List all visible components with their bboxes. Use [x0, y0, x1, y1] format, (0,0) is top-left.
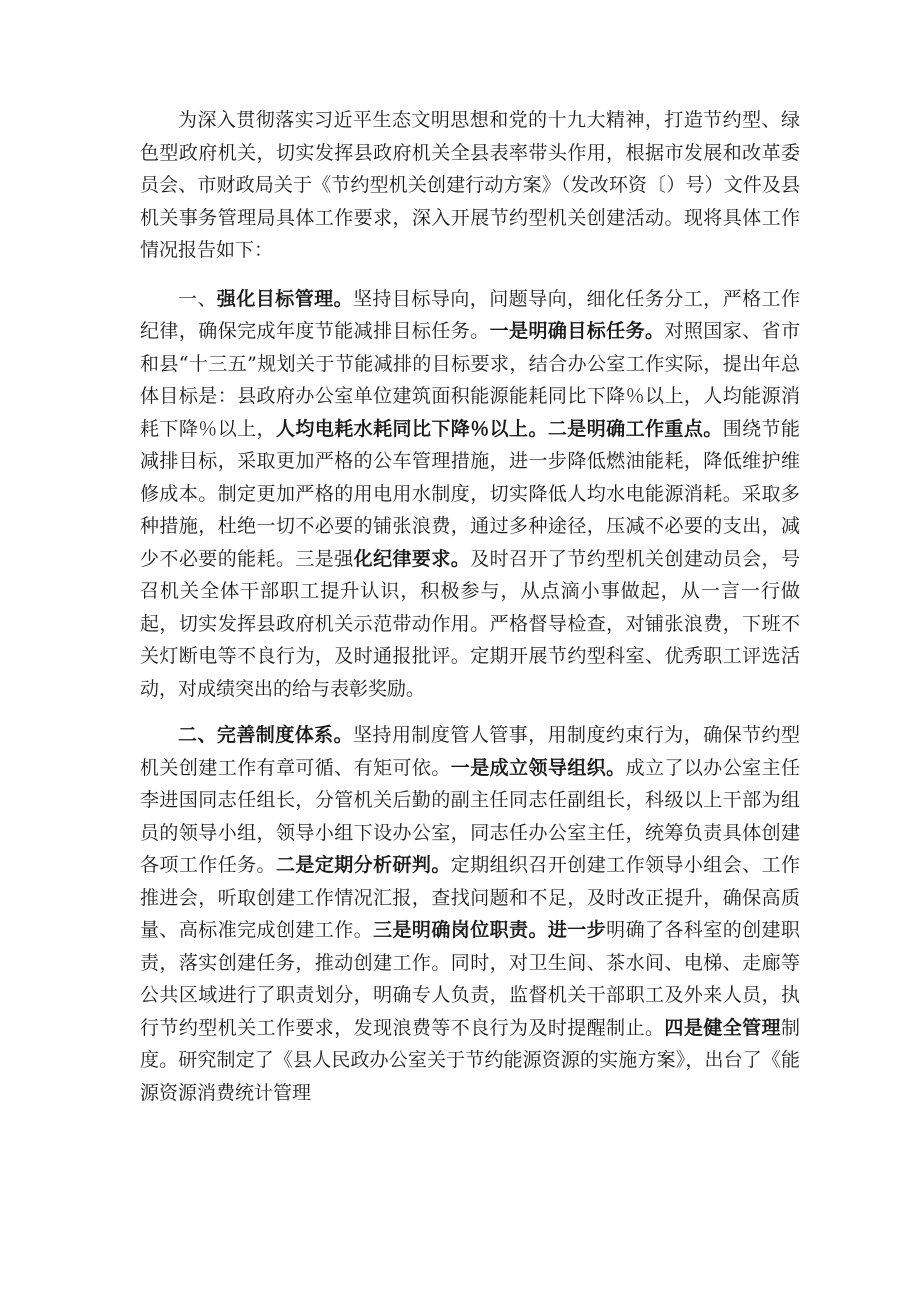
section-2-subheading-2: 二是定期分析研判。: [275, 854, 451, 876]
section-1-text-1: 坚持目标导向，问题导向，细化任务分工，严格工作纪律，确保完成年度节能减排目标任务。: [140, 287, 800, 342]
intro-paragraph: [140, 104, 800, 267]
section-2-heading: 二、完善制度体系。: [178, 724, 354, 746]
section-1-text-3: 围绕节能减排目标，采取更加严格的公车管理措施，进一步降低燃油能耗，降低维护维修成本。制定更加严格的用电用水制度，切实降低人均水电能源消耗。采取多种措施，杜绝一切不必要的铺张浪费，通过多种途径，压减不必要的支出，减少不必要的能耗。三是强: [140, 417, 800, 570]
intro-text: 为深入贯彻落实习近平生态文明思想和党的十九大精神，打造节约型、绿色型政府机关，切实发挥县政府机关全县表率带头作用，根据市发展和改革委员会、市财政局关于《节约型机关创建行动方案》（发改环资〔）号）文件及县机关事务管理局具体工作要求，深入开展节约型机关创建活动。现将具体工作情况报告如下：: [140, 109, 800, 261]
section-2-text-5: 制度。研究制定了《县人民政办公室关于节约能源资源的实施方案》，出台了《能源资源消费统计管理: [140, 1016, 800, 1104]
section-2-subheading-1: 一是成立领导组织。: [450, 756, 626, 779]
section-1-heading: 强化目标管理。: [216, 287, 354, 310]
section-1-paragraph: [140, 283, 800, 706]
section-1-subheading-2: 人均电耗水耗同比下降％以上。二是明确工作重点。: [275, 417, 723, 440]
section-2-text-1: 坚持用制度管人管事，用制度约束行为，确保节约型机关创建工作有章可循、有矩可依。: [140, 724, 800, 779]
section-2-subheading-3: 三是明确岗位职责。进一步: [373, 919, 607, 941]
section-2-text-3: 定期组织召开创建工作领导小组会、工作推进会，听取创建工作情况汇报，查找问题和不足，及时改正提升，确保高质量、高标准完成创建工作。: [140, 854, 800, 941]
section-2-subheading-4: 四是健全管理: [664, 1016, 781, 1039]
document-body: [140, 104, 800, 1123]
section-2-text-4: 明确了各科室的创建职责，落实创建任务，推动创建工作。同时，对卫生间、茶水间、电梯、走廊等公共区域进行了职责划分，明确专人负责，监督机关干部职工及外来人员，执行节约型机关工作要求，发现浪费等不良行为及时提醒制止。: [140, 919, 800, 1039]
section-1-text-4: 及时召开了节约型机关创建动员会，号召机关全体干部职工提升认识，积极参与，从点滴小事做起，从一言一行做起，切实发挥县政府机关示范带动作用。严格督导检查，对铺张浪费，下班不关灯断电等不良行为，及时通报批评。定期开展节约型科室、优秀职工评选活动，对成绩突出的给与表彰奖励。: [140, 547, 800, 700]
section-1-text-2: 对照国家、省市和县“十三五”规划关于节能减排的目标要求，结合办公室工作实际，提出年总体目标是：县政府办公室单位建筑面积能源能耗同比下降％以上，人均能源消耗下降％以上，: [140, 320, 800, 440]
section-1-subheading-3: 化纪律要求。: [353, 547, 471, 570]
section-2-paragraph: [140, 719, 800, 1109]
section-1-subheading-1: 一是明确目标任务。: [489, 320, 665, 342]
section-2-text-2: 成立了以办公室主任李进国同志任组长，分管机关后勤的副主任同志任副组长，科级以上干部为组员的领导小组，领导小组下设办公室，同志任办公室主任，统筹负责具体创建各项工作任务。: [140, 756, 800, 876]
section-1-number: 一、: [178, 287, 217, 310]
